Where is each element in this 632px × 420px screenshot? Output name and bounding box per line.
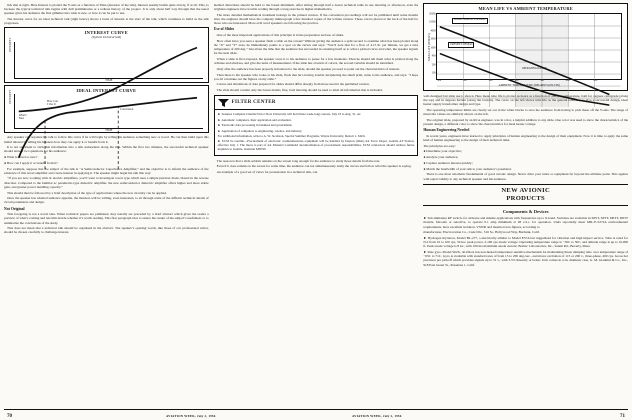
filter-item: ► Application of computers to engineering, science, and industry. [217,128,303,133]
paragraph: Curves and tabulations of data prepared for slides should differ sharply from those used in the published version. [216,82,370,87]
bullet-item: ● Determine your objective; [423,149,462,154]
funnel-icon [217,98,230,108]
paragraph: For example, suppose that the subject of the talk is “A Semiconductor Capacitance Amplifier,” and the objective is to inform the audience of the existence of this novel amplifier and create interest in applying it. The speaker might begin his talk this way: [4,166,209,175]
paragraph: In recent years, engineers have learned to apply principles of human engineering to the design of their equipment. Now it is time to apply the same kind of human engineering to the design of their technical talks. [423,133,629,142]
figure-title: INTEREST CURVE [84,30,128,36]
filter-item: ► ECM To Gentile—Procurement of electronic countermeasures equipment will be handled by Dayton (Ohio) Air Force Depot, Gentile AF Station, effective July 1. The move is part of Air Materiel Command decentralization of procurement responsibilities, ECM contractors should address future inquiries to Gentile, attention MSNW. [217,139,415,152]
paragraph: This should then be followed by a brief description of the type of applications where the new circuitry can be applied. [7,190,167,195]
chart-plot-area [427,12,622,87]
y-tick: 400 [431,54,436,58]
interest-curve-figure [4,27,209,83]
paragraph: method distortions should be held to the barest minimum. After sitting through half a dozen technical talks in one morning or afternoon, even the brightest engineers have trouble wading through a long exercise in higher mathematics. [213,3,419,12]
section-heading: Use of Slides [213,27,235,32]
y-tick: 1000 [430,46,436,50]
column-1 [4,3,209,420]
mean-life-chart [423,3,628,91]
figure-axes [8,37,203,82]
filter-center-box [214,95,419,155]
paragraph: The principles are easy: [423,143,456,148]
y-tick: 4000 [430,29,436,33]
paragraph: The operating temperature limits are clearly set out in the white blocks to save the audience from having to pick these off the Y-axis. The range of mean life values are similarly shown on the left. [423,107,629,117]
annotation-how-can-i-use-it: How Can I Use It [46,99,58,107]
chart-x-axis-title: AMBIENT TEMPERATURE (DEGREES KELVIN) [498,82,560,87]
y-tick: 2000 [430,37,436,41]
bullet-item: ● Analyze your audience; [423,155,459,160]
x-axis-label: TIME [105,77,113,82]
paragraph: When a slide is first exposed, the speaker owes it to his audience to pause for a few moments. Then he should tell them what is plotted along the ordinate and abscissa, and give the units of measurement. If the slide has a bunch of curves, the second variable should be identified. [213,57,419,66]
paragraph: well-designed but slide use is shown. Here mean tube life is plotted as hours as a function of ambient temperature, both for degrees centigrade (along the top) and in degrees Kelvin (along the bottom). The curve on the left shows tube life as the general tendency to give a successful design, ideal heater supply transformer design and type. [423,93,629,107]
x-tick: 360 [514,79,519,83]
header-line-1: NEW AVIONIC [501,186,551,194]
figure-title: IDEAL INTEREST CURVE [76,88,137,94]
bullet-item: ● How can I apply it or benefit from it? [4,160,58,165]
y-tick: 200 [431,62,436,66]
paragraph: This foregoing is not a novel idea. When technical papers are published, they usually are preceded by a brief abstract which gives the reader a preview of what’s coming and lets him decide whether it’s worth reading. This first paragraph tries to assure the reader of the subject’s usefulness or to summarize the conclusions of the study. [4,212,209,225]
annotation-operating-range: OPERATING RANGE [521,67,547,71]
filter-center-header [215,96,418,110]
paragraph: One of the most important applications of this principle is in the preparation and use of slides. [216,33,345,38]
chart-y-axis-title: MEAN LIFE (HOURS) [427,33,432,61]
paragraph: The interest curve for an ideal technical talk (right below) shows a burst of interest at the start of the talk, which continues to build as the talk progresses. [4,17,209,26]
paragraph: It is not sufficient to stick this information into a talk somewhere along the line. Within the first two minutes, the successful technical speaker should answer two questions for his audience: [4,145,209,154]
filter-item: ► Sonuses Complete Cinema/Victor Slots University will hold three week-long courses, July 23 to Aug. 31, on: [217,112,361,117]
x-tick: 340 [488,79,493,83]
y-tick: 100 [431,71,436,75]
y-tick: 10000 [429,20,436,24]
annotation-whats-new: What's New [18,112,27,120]
x-tick: 300 [437,79,442,83]
bullet-item: ● Capture audience interest quickly; [423,160,473,165]
paragraph: An example of a good set of views for presentation in a technical talk, can [216,170,318,175]
section-heading: Not Original [4,206,25,211]
page-footer [0,410,632,419]
product-item: manufacturer, Electrovation Co., Cade Div., 316 So. Hollywood Way, Burbank, Calif. [423,230,540,235]
x-tick: 320 [462,79,467,83]
paragraph: Only after the audience has been properly introduced to the slide, should the speaker proceed to point out the characteristics of interest. [216,66,400,71]
paragraph: lick that at right. Here Interest is plotted the Y-axis as a function of Time (duration of the talk). Interest usually builds quite slowly, if at all. This, is because the typical technical talk begins with dull preliminaries or a tedious history of the project. It is only about half way through that the usual speaker gives his audience the first glimmer into what is new, or how it can be put to use. [4,3,209,16]
paragraph: There is one most axiomatic fundamental of good avionic design. Never drive your tubes or equipment far beyond the ultimate point. This applies with equal validity to any technical speaker and his audience. [423,172,629,181]
annotation-present-design: PRESENT DESIGN [448,42,474,48]
chart-title: MEAN LIFE VS AMBIENT TEMPERATURE [478,6,573,11]
y-axis-label: INTEREST [8,89,12,104]
paragraph: Once the speaker has whetted audience appetite, the listeners will be willing, even interested, to sit through some of the difficult technical details of circuit parameters and design. [4,196,209,205]
product-item: ► Rate gyro, Model S62X, oil-filled, has non-heated temperature sensitive mechanism for maintaining linear damping ratio over temperature range of −65C to 71C. Gyro is available with standard rates of from 15 to 200 deg./sec., and motor excitation of 115 or 200 v., three-phase, 400 cps. Gross hot precision per pickoff which provides signals up to 51 v., with 3.5% linearity or better. Unit comes in 2-in. diameter case, G. M. Giannini & Co., Inc., 918 East Green St., Pasadena 1, Calif. [423,250,629,267]
y-tick: 20000 [429,12,436,16]
header-line-2: PRODUCTS [506,194,546,202]
x-axis-label: TIME [105,127,113,132]
figure-subtitle: (Typical technical talk) [91,34,122,39]
section-heading: Human Engineering Needed [423,128,470,133]
filter-item: ► Automatic computers, their application and evaluation. [217,117,292,122]
components-devices-heading: Components & Devices [502,208,549,214]
x-tick: 420 [593,79,598,83]
column-3 [423,3,628,420]
bullet-item: ● Match the bandwidth of your talk to your audience’s passband. [423,166,512,171]
page-number-right: 71 [620,413,625,419]
y-axis-label: INTEREST [8,37,12,52]
filter-item: For additional information, write to A. W. Jacobson, Special Summer Programs, Wayne University, Detroit 1, Mich. [217,133,366,138]
filter-center-title: FILTER CENTER [231,99,276,105]
paragraph: The slide should contain only the barest details, fine, bold lettering should be used to label all information that is included. [216,88,383,93]
filter-center-body [215,110,418,154]
annotation-conclusion: Conclusion [120,107,134,112]
paragraph: This does not mean that a technical talk should be organized in the abstract. The speaker’s opening words, like those of our professional writer, should be chosen carefully to challenge interest. [4,226,209,235]
paragraph: Any speaker can organize his talk to follow this curve if he will begin by telling his audience something new or novel. He can then build upon this initial interest by telling his listeners how they can apply it or benefit from it. [4,135,209,144]
footer-credit-right: AVIATION WEEK, July 2, 1956 [352,414,402,418]
column-2 [214,3,419,420]
page-number-left: 70 [7,413,12,419]
new-avionic-products-header [423,184,628,207]
x-tick: 400 [565,79,570,83]
product-item: ► Hydrogen thyratron, Model BL-277, a electrically similar to Model E37A but ruggedized for vibration and high impact service. Tube is rated for N.2 from 10 to 100 cps, 50 kw. peak power, 2,100 cps anode voltage. Operating temperature range is −50C to 50C, and altitude range is up to 10,000 ft. Peak anode voltage is 8 kv., with 100 ma maximum anode current. Bomac Laboratories, Inc., Salem Rd., Beverly, Mass. [423,236,629,249]
paragraph: The reason is that a slide seldom remains on the screen long enough for the audience to study those details from the rear. [216,158,381,163]
bullet-item: ● What is novel or new? [4,155,38,160]
paragraph: “If you are now working with dc electric amplifiers, you’ll want to investigate a new type which uses a simple junction diode, biased in the reverse direction. Compared to the familiar ac parametric-type dielectric amplifier, the new semiconductor dielectric amplifier offers higher and more stable gain, and greater power handling capacity.” [4,176,209,189]
paragraph: The original slide, prepared by an RCA engineer, was in color, a helpful addition to any slide. One color was used to show the characteristics of the present design, a different color to show the characteristics for ideal heater voltage. [423,117,629,126]
paragraph: Then there is the speaker who looks at his slide, finds that he’s having trouble deciphering the small print, turns to his audience, and says: “I hope you all can make out the figures on my slide.” [213,72,419,81]
footer-credit-left: AVIATION WEEK, July 2, 1956 [166,414,216,418]
x-tick: 380 [540,79,544,83]
paragraph: How often have you seen a speaker flash a slide on the screen? Without giving the audience a split second to examine what has been plotted along the “X” and “Y” axes, he immediately points to a spot on the curves and says: “You’ll note that for a flow of 4.15 lb. per minute, we get a tube temperature of 200 deg.” Just about the time that the audience has succeeded in orienting itself as to what a plotted curve and what, the speaker signals for the next slide. [213,38,419,56]
chart-lines [437,14,621,107]
paragraph: Even if it does remain on the screen for some time, the audience can not simultaneously study the curves and follow what the speaker is saying. [216,164,412,169]
filter-item: ► Electronic data processing in business and government. [217,123,293,128]
paragraph: The more detailed mathematical treatment belongs in the printed version. If the convention proceedings will not be published until some months later, the engineer should have his company mimeograph a few hundred copies of the written version. These can be placed at the back of the hall for those who are interested. More avid word speakers are following the practice. [213,12,419,26]
product-item: ► Sub-miniature RF switch, for airborne and missile applications with frequencies up to X-band. Switches are available in SPST, SPTT, DPTT, DP3T models, fail-safe or selective, to operate 0.1 amp minimum at 28 v.d.c. for operation. Units reportedly meet MIL-E-5272A environmental requirements, have excellent isolation, VSWR and insertion loss figures, according to [423,216,629,229]
annotation-ideal-heater-voltage: IDEAL HEATER VOLTAGE [452,18,488,24]
